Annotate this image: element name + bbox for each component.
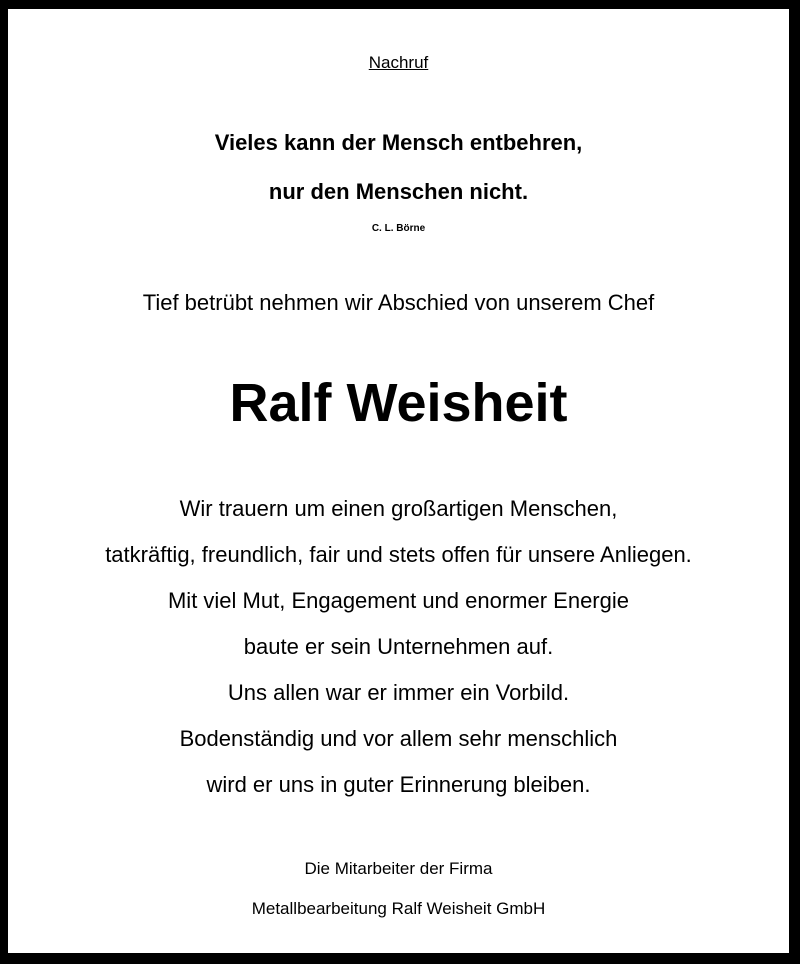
notice-heading: Nachruf [368, 53, 429, 72]
quote-line-1: Vieles kann der Mensch entbehren, [214, 130, 583, 155]
obituary-notice [8, 9, 789, 953]
body-line-3: Mit viel Mut, Engagement und enormer Energie [167, 588, 629, 613]
quote-line-2: nur den Menschen nicht. [268, 179, 529, 204]
quote-author: C. L. Börne [371, 223, 426, 234]
body-line-1: Wir trauern um einen großartigen Menschen, [179, 496, 618, 521]
body-line-2: tatkräftig, freundlich, fair und stets offen für unsere Anliegen. [105, 542, 692, 567]
body-line-7: wird er uns in guter Erinnerung bleiben. [206, 772, 591, 797]
intro-text: Tief betrübt nehmen wir Abschied von unserem Chef [142, 290, 655, 315]
signature-line-2: Metallbearbeitung Ralf Weisheit GmbH [251, 899, 546, 918]
deceased-name: Ralf Weisheit [229, 373, 568, 433]
body-line-6: Bodenständig und vor allem sehr menschlich [179, 726, 618, 751]
body-line-5: Uns allen war er immer ein Vorbild. [227, 680, 570, 705]
body-line-4: baute er sein Unternehmen auf. [243, 634, 554, 659]
signature-line-1: Die Mitarbeiter der Firma [304, 859, 493, 878]
